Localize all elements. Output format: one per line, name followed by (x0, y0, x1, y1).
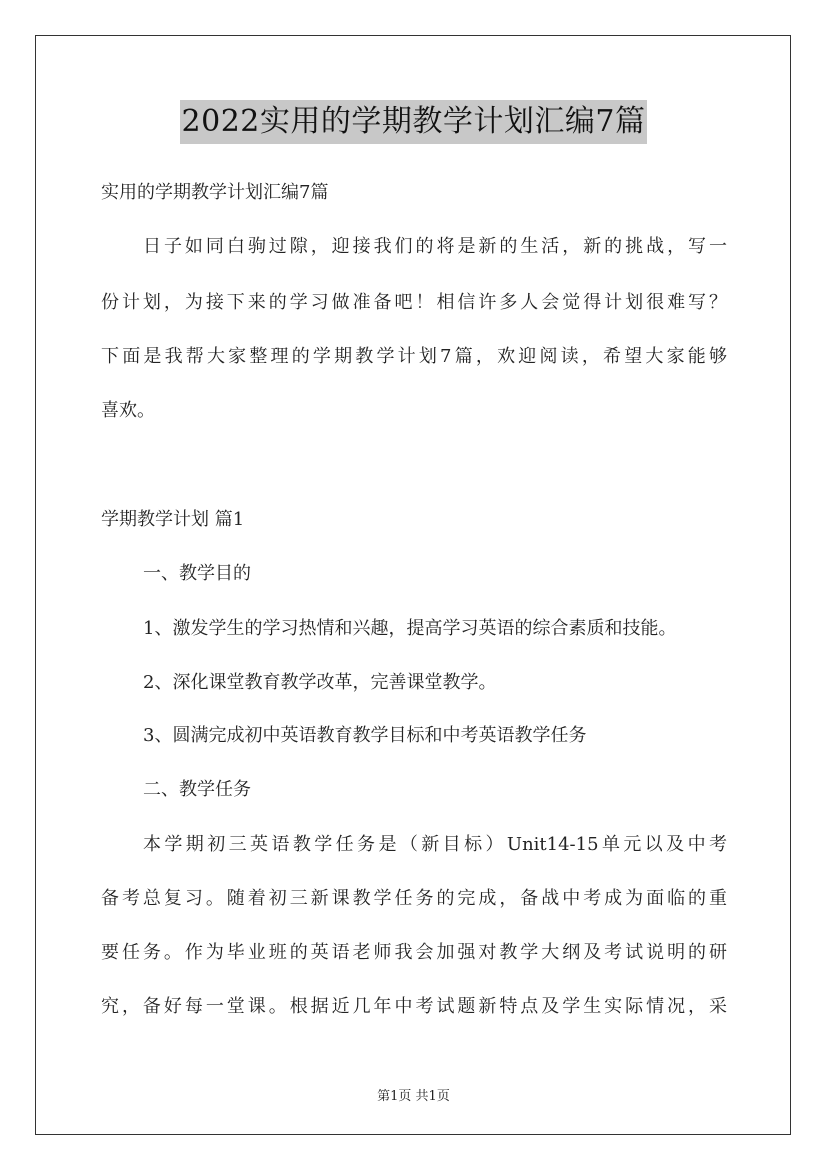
intro-paragraph-line-1: 日子如同白驹过隙，迎接我们的将是新的生活，新的挑战，写一 (143, 236, 727, 257)
heading-teaching-purpose: 一、教学目的 (143, 563, 251, 584)
intro-paragraph-line-3: 下面是我帮大家整理的学期教学计划7篇，欢迎阅读，希望大家能够 (101, 346, 727, 367)
page-footer: 第1页 共1页 (377, 1089, 450, 1104)
intro-paragraph-line-2: 份计划，为接下来的学习做准备吧！相信许多人会觉得计划很难写？ (101, 292, 727, 313)
section-heading-plan-1: 学期教学计划 篇1 (101, 509, 245, 530)
intro-paragraph-line-4: 喜欢。 (101, 400, 155, 421)
tasks-paragraph-line-1: 本学期初三英语教学任务是（新目标）Unit14-15单元以及中考 (143, 834, 727, 855)
heading-teaching-tasks: 二、教学任务 (143, 779, 251, 800)
subtitle-line: 实用的学期教学计划汇编7篇 (101, 182, 329, 203)
title-container (0, 100, 827, 144)
tasks-paragraph-line-2: 备考总复习。随着初三新课教学任务的完成，备战中考成为面临的重 (101, 888, 727, 909)
tasks-paragraph-line-4: 究，备好每一堂课。根据近几年中考试题新特点及学生实际情况，采 (101, 996, 727, 1017)
document-title: 2022实用的学期教学计划汇编7篇 (180, 100, 648, 144)
tasks-paragraph-line-3: 要任务。作为毕业班的英语老师我会加强对教学大纲及考试说明的研 (101, 942, 727, 963)
purpose-item-3: 3、圆满完成初中英语教育教学目标和中考英语教学任务 (143, 725, 587, 746)
purpose-item-2: 2、深化课堂教育教学改革，完善课堂教学。 (143, 672, 497, 693)
purpose-item-1: 1、激发学生的学习热情和兴趣，提高学习英语的综合素质和技能。 (143, 618, 677, 639)
